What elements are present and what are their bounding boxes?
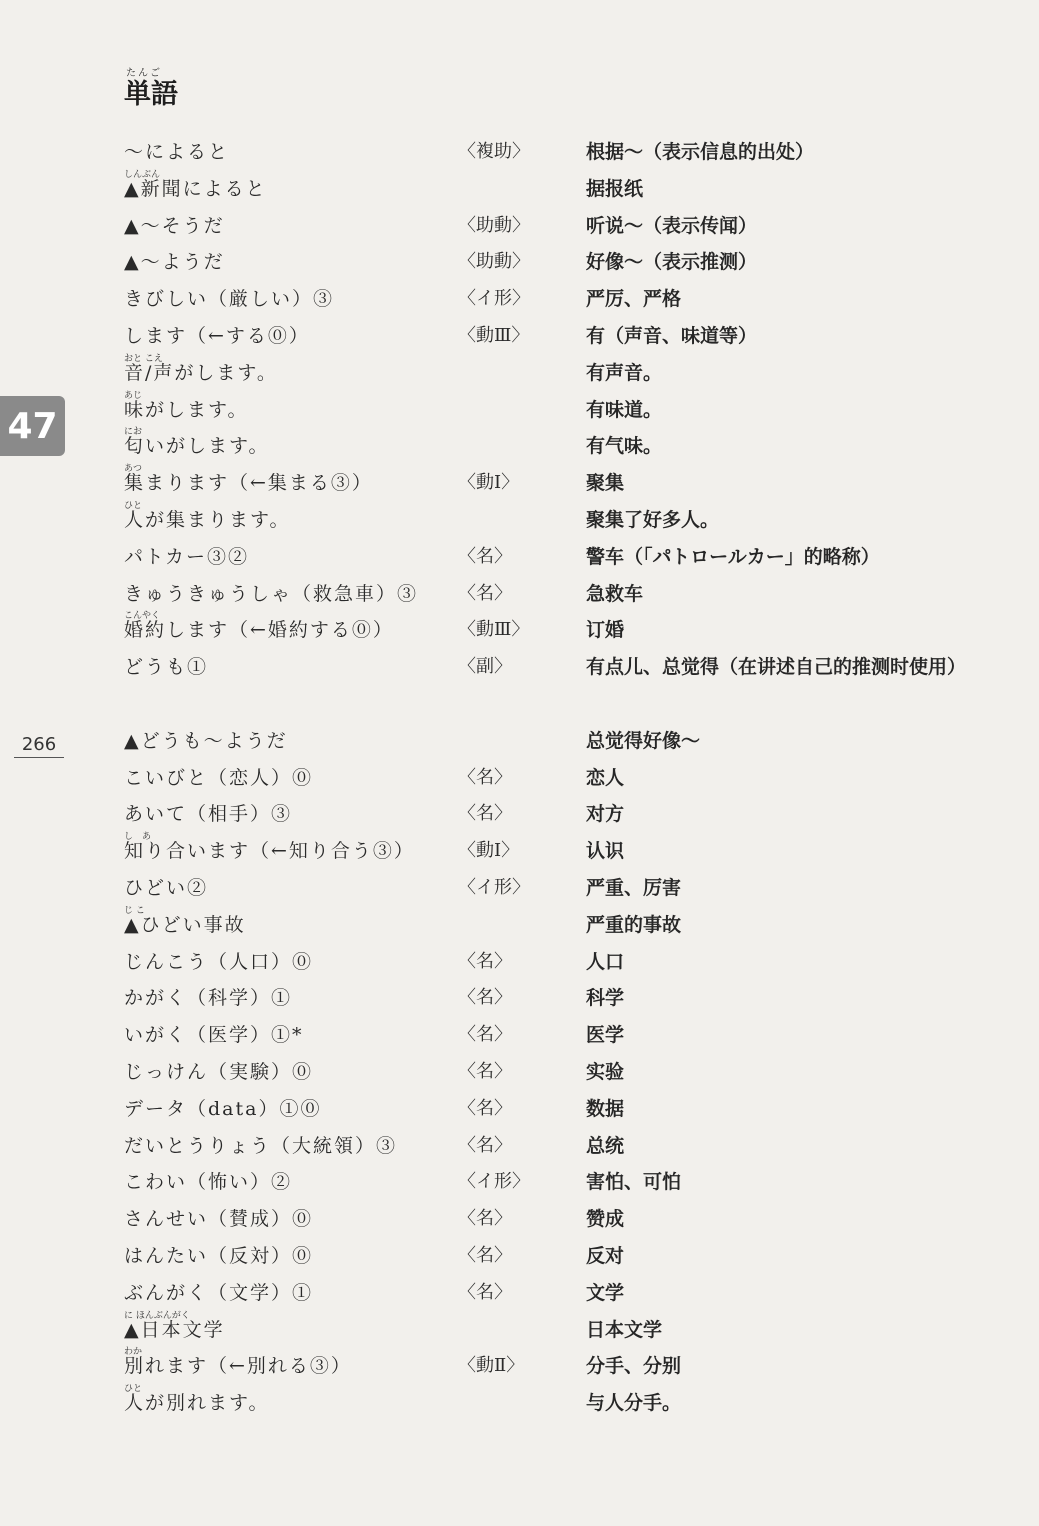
vocab-word: きゅうきゅうしゃ（救急車）③: [124, 582, 419, 605]
part-of-speech: 〈イ形〉: [458, 876, 530, 898]
vocab-word: ぶんがく（文学）①: [124, 1281, 314, 1304]
vocab-meaning: 分手、分别: [586, 1355, 682, 1378]
vocab-word: 婚約します（←婚約する⓪）: [124, 619, 394, 642]
part-of-speech: 〈副〉: [458, 656, 512, 678]
furigana: おと こえ: [124, 353, 163, 364]
vocab-word: 知り合います（←知り合う③）: [124, 840, 415, 863]
vocab-word: だいとうりょう（大統領）③: [124, 1134, 398, 1157]
vocab-word: どうも①: [124, 656, 209, 679]
vocab-meaning: 实验: [586, 1060, 625, 1083]
page-number: 266: [14, 734, 64, 758]
vocab-meaning: 警车（「パトロールカー」的略称）: [586, 545, 880, 568]
vocabulary-list: [124, 132, 1024, 1420]
part-of-speech: 〈動Ⅱ〉: [458, 1355, 525, 1377]
part-of-speech: 〈名〉: [458, 950, 512, 972]
vocab-meaning: 急救车: [586, 582, 644, 605]
vocab-word: ▲日本文学: [124, 1318, 225, 1341]
vocab-meaning: 日本文学: [586, 1318, 663, 1341]
vocab-word: ▲新聞によると: [124, 177, 267, 200]
vocab-row: [124, 721, 1024, 758]
vocab-word: ひどい②: [124, 876, 209, 899]
vocab-word: こわい（怖い）②: [124, 1171, 293, 1194]
vocab-meaning: 与人分手。: [586, 1392, 682, 1415]
vocab-meaning: 认识: [586, 840, 625, 863]
vocab-meaning: 严厉、严格: [586, 288, 682, 311]
vocab-meaning: 科学: [586, 987, 625, 1010]
vocab-meaning: 有（声音、味道等）: [586, 324, 758, 347]
furigana: ひと: [124, 500, 143, 511]
vocab-row: [124, 1273, 1024, 1310]
vocab-row: [124, 206, 1024, 243]
header: [124, 68, 178, 110]
furigana: にお: [124, 427, 143, 438]
vocab-word: ▲どうも～ようだ: [124, 729, 288, 752]
vocab-word: いがく（医学）①*: [124, 1024, 304, 1047]
part-of-speech: 〈名〉: [458, 545, 512, 567]
vocab-word: じっけん（実験）⓪: [124, 1060, 314, 1083]
vocab-word: します（←する⓪）: [124, 324, 310, 347]
vocab-row: [124, 978, 1024, 1015]
vocab-meaning: 有味道。: [586, 398, 663, 421]
vocab-word: ～によると: [124, 141, 230, 163]
vocab-word: あいて（相手）③: [124, 803, 293, 826]
vocab-word: こいびと（恋人）⓪: [124, 766, 314, 789]
part-of-speech: 〈名〉: [458, 1208, 512, 1230]
part-of-speech: 〈名〉: [458, 1024, 512, 1046]
vocab-meaning: 赞成: [586, 1208, 625, 1231]
furigana: こんやく: [124, 611, 161, 622]
vocab-row: [124, 500, 1024, 537]
vocab-meaning: 人口: [586, 950, 625, 973]
vocab-row: [124, 426, 1024, 463]
vocab-row: [124, 279, 1024, 316]
part-of-speech: 〈名〉: [458, 766, 512, 788]
vocab-word: 匂いがします。: [124, 435, 270, 458]
vocab-row: [124, 1346, 1024, 1383]
vocab-word: じんこう（人口）⓪: [124, 950, 314, 973]
vocab-meaning: 害怕、可怕: [586, 1171, 682, 1194]
vocab-meaning: 数据: [586, 1097, 625, 1120]
vocab-row: [124, 647, 1024, 721]
vocab-word: かがく（科学）①: [124, 987, 293, 1010]
vocab-row: [124, 242, 1024, 279]
page-title: 単語: [124, 79, 178, 110]
vocab-word: データ（data）①⓪: [124, 1097, 322, 1120]
vocab-row: [124, 1310, 1024, 1347]
vocab-meaning: 恋人: [586, 766, 625, 789]
vocab-meaning: 医学: [586, 1024, 625, 1047]
vocab-meaning: 严重、厉害: [586, 876, 682, 899]
part-of-speech: 〈名〉: [458, 1134, 512, 1156]
vocab-row: [124, 169, 1024, 206]
furigana: あつ: [124, 464, 143, 475]
vocab-row: [124, 758, 1024, 795]
part-of-speech: 〈動Ⅰ〉: [458, 840, 520, 862]
part-of-speech: 〈動Ⅲ〉: [458, 324, 530, 346]
part-of-speech: 〈名〉: [458, 1097, 512, 1119]
vocab-row: [124, 1236, 1024, 1273]
vocab-word: 人が別れます。: [124, 1392, 270, 1415]
part-of-speech: 〈名〉: [458, 1060, 512, 1082]
vocab-word: ▲～そうだ: [124, 214, 225, 237]
part-of-speech: 〈動Ⅲ〉: [458, 619, 530, 641]
vocab-word: 味がします。: [124, 398, 249, 421]
furigana: し あ: [124, 832, 152, 843]
part-of-speech: 〈イ形〉: [458, 1171, 530, 1193]
vocab-meaning: 文学: [586, 1281, 625, 1304]
vocab-meaning: 反对: [586, 1244, 625, 1267]
vocab-row: [124, 831, 1024, 868]
vocab-word: さんせい（賛成）⓪: [124, 1208, 314, 1231]
part-of-speech: 〈名〉: [458, 582, 512, 604]
part-of-speech: 〈助動〉: [458, 214, 530, 236]
vocab-word: きびしい（厳しい）③: [124, 288, 335, 311]
vocab-row: [124, 942, 1024, 979]
vocab-row: [124, 905, 1024, 942]
vocab-row: [124, 1199, 1024, 1236]
furigana: しんぶん: [124, 169, 161, 180]
furigana: に ほんぶんがく: [124, 1310, 190, 1321]
furigana: ひと: [124, 1384, 143, 1395]
part-of-speech: 〈複助〉: [458, 141, 530, 162]
vocab-meaning: 好像～（表示推测）: [586, 251, 758, 274]
vocab-row: [124, 1015, 1024, 1052]
vocab-row: [124, 316, 1024, 353]
vocab-meaning: 对方: [586, 803, 625, 826]
vocab-row: [124, 574, 1024, 611]
vocab-meaning: 订婚: [586, 619, 625, 642]
vocab-row: [124, 463, 1024, 500]
furigana: わか: [124, 1347, 143, 1358]
vocab-word: パトカー③②: [124, 545, 250, 568]
vocab-row: [124, 390, 1024, 427]
vocab-row: [124, 353, 1024, 390]
vocab-row: [124, 1052, 1024, 1089]
vocab-row: [124, 794, 1024, 831]
furigana: じ こ: [124, 905, 145, 916]
vocab-row: [124, 537, 1024, 574]
chapter-tab: 47: [0, 396, 65, 456]
vocab-row: [124, 1162, 1024, 1199]
furigana: あじ: [124, 390, 143, 401]
part-of-speech: 〈イ形〉: [458, 288, 530, 310]
vocab-row: [124, 132, 1024, 169]
vocab-meaning: 听说～（表示传闻）: [586, 214, 758, 237]
vocab-meaning: 有声音。: [586, 361, 663, 384]
vocab-meaning: 聚集了好多人。: [586, 508, 720, 531]
vocab-meaning: 根据～（表示信息的出处）: [586, 141, 815, 163]
part-of-speech: 〈名〉: [458, 987, 512, 1009]
part-of-speech: 〈名〉: [458, 803, 512, 825]
vocab-row: [124, 1383, 1024, 1420]
vocab-row: [124, 610, 1024, 647]
vocab-meaning: 有气味。: [586, 435, 663, 458]
vocab-meaning: 严重的事故: [586, 913, 682, 936]
part-of-speech: 〈名〉: [458, 1244, 512, 1266]
vocab-word: ▲ひどい事故: [124, 913, 246, 936]
vocab-meaning: 聚集: [586, 472, 625, 495]
vocab-row: [124, 1089, 1024, 1126]
vocab-word: 音/声がします。: [124, 361, 278, 384]
vocab-meaning: 据报纸: [586, 177, 644, 200]
vocab-word: 別れます（←別れる③）: [124, 1355, 352, 1378]
vocab-word: はんたい（反対）⓪: [124, 1244, 314, 1267]
vocab-word: 集まります（←集まる③）: [124, 472, 373, 495]
title-furigana: たんご: [126, 68, 162, 79]
vocab-row: [124, 1126, 1024, 1163]
part-of-speech: 〈助動〉: [458, 251, 530, 273]
vocab-row: [124, 868, 1024, 905]
vocab-meaning: 有点儿、总觉得（在讲述自己的推测时使用）: [586, 656, 967, 679]
part-of-speech: 〈動Ⅰ〉: [458, 472, 520, 494]
vocab-word: ▲～ようだ: [124, 251, 225, 274]
vocab-meaning: 总统: [586, 1134, 625, 1157]
vocab-word: 人が集まります。: [124, 508, 291, 531]
vocab-meaning: 总觉得好像～: [586, 729, 701, 752]
part-of-speech: 〈名〉: [458, 1281, 512, 1303]
